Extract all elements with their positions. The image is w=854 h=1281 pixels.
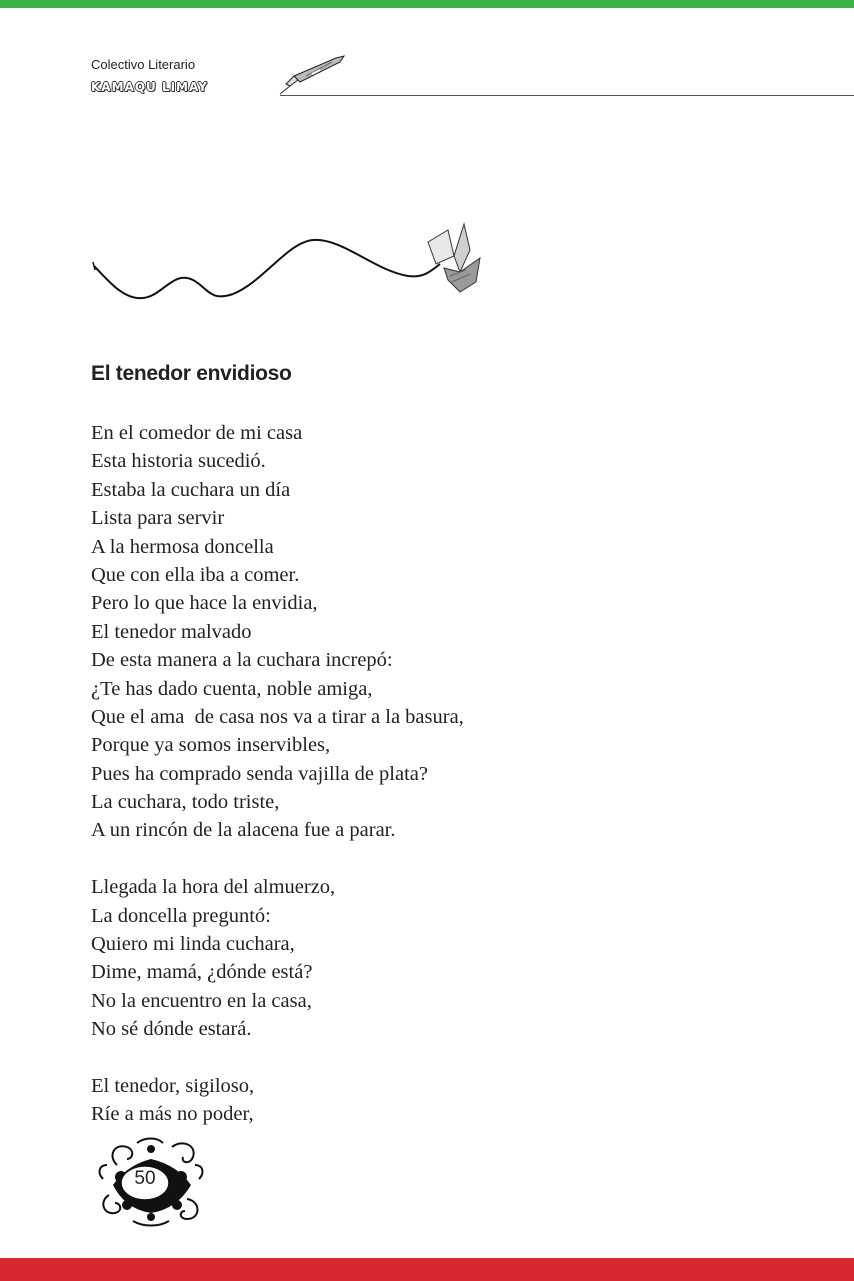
- top-green-bar: [0, 0, 854, 8]
- poem-line: Porque ya somos inservibles,: [91, 734, 331, 757]
- poem-line: A la hermosa doncella: [91, 535, 274, 558]
- poem-line: Pero lo que hace la envidia,: [91, 592, 318, 615]
- stanza: [91, 873, 464, 1043]
- poem-line: A un rincón de la alacena fue a parar.: [91, 819, 396, 842]
- poem-line: En el comedor de mi casa: [91, 422, 303, 444]
- poem-line: Dime, mamá, ¿dónde está?: [91, 961, 313, 984]
- fountain-pen-icon: [276, 54, 348, 96]
- bottom-red-bar: [0, 1258, 854, 1281]
- stanza: [91, 1072, 464, 1129]
- poem-line: Que el ama de casa nos va a tirar a la basura,: [91, 705, 464, 728]
- poem-line: Esta historia sucedió.: [91, 450, 266, 473]
- header-brand-logo: KAMAQU LIMAY: [91, 80, 208, 94]
- stanza: [91, 419, 464, 845]
- poem-line: La doncella preguntó:: [91, 904, 271, 927]
- poem-line: El tenedor, sigiloso,: [91, 1074, 255, 1097]
- open-book-icon: [428, 224, 480, 292]
- poem-line: De esta manera a la cuchara increpó:: [91, 649, 393, 672]
- poem-line: Llegada la hora del almuerzo,: [91, 876, 336, 899]
- poem-line: No sé dónde estará.: [91, 1018, 252, 1041]
- page-number: 50: [134, 1168, 156, 1189]
- poem-line: No la encuentro en la casa,: [91, 989, 312, 1012]
- poem-line: Lista para servir: [91, 507, 225, 530]
- wavy-line-book-ornament: [88, 220, 488, 305]
- poem-line: ¿Te has dado cuenta, noble amiga,: [91, 677, 373, 700]
- poem-line: Quiero mi linda cuchara,: [91, 933, 295, 956]
- poem-line: El tenedor malvado: [91, 620, 252, 643]
- header-collective-label: Colectivo Literario: [91, 57, 196, 72]
- poem-line: Pues ha comprado senda vajilla de plata?: [91, 762, 428, 785]
- header-rule: [280, 95, 854, 96]
- poem-line: Estaba la cuchara un día: [91, 478, 291, 501]
- poem-line: La cuchara, todo triste,: [91, 791, 280, 814]
- poem-line: Que con ella iba a comer.: [91, 563, 300, 586]
- poem-title: El tenedor envidioso: [91, 362, 292, 385]
- poem-body: [91, 419, 464, 1157]
- poem-line: Ríe a más no poder,: [91, 1103, 254, 1126]
